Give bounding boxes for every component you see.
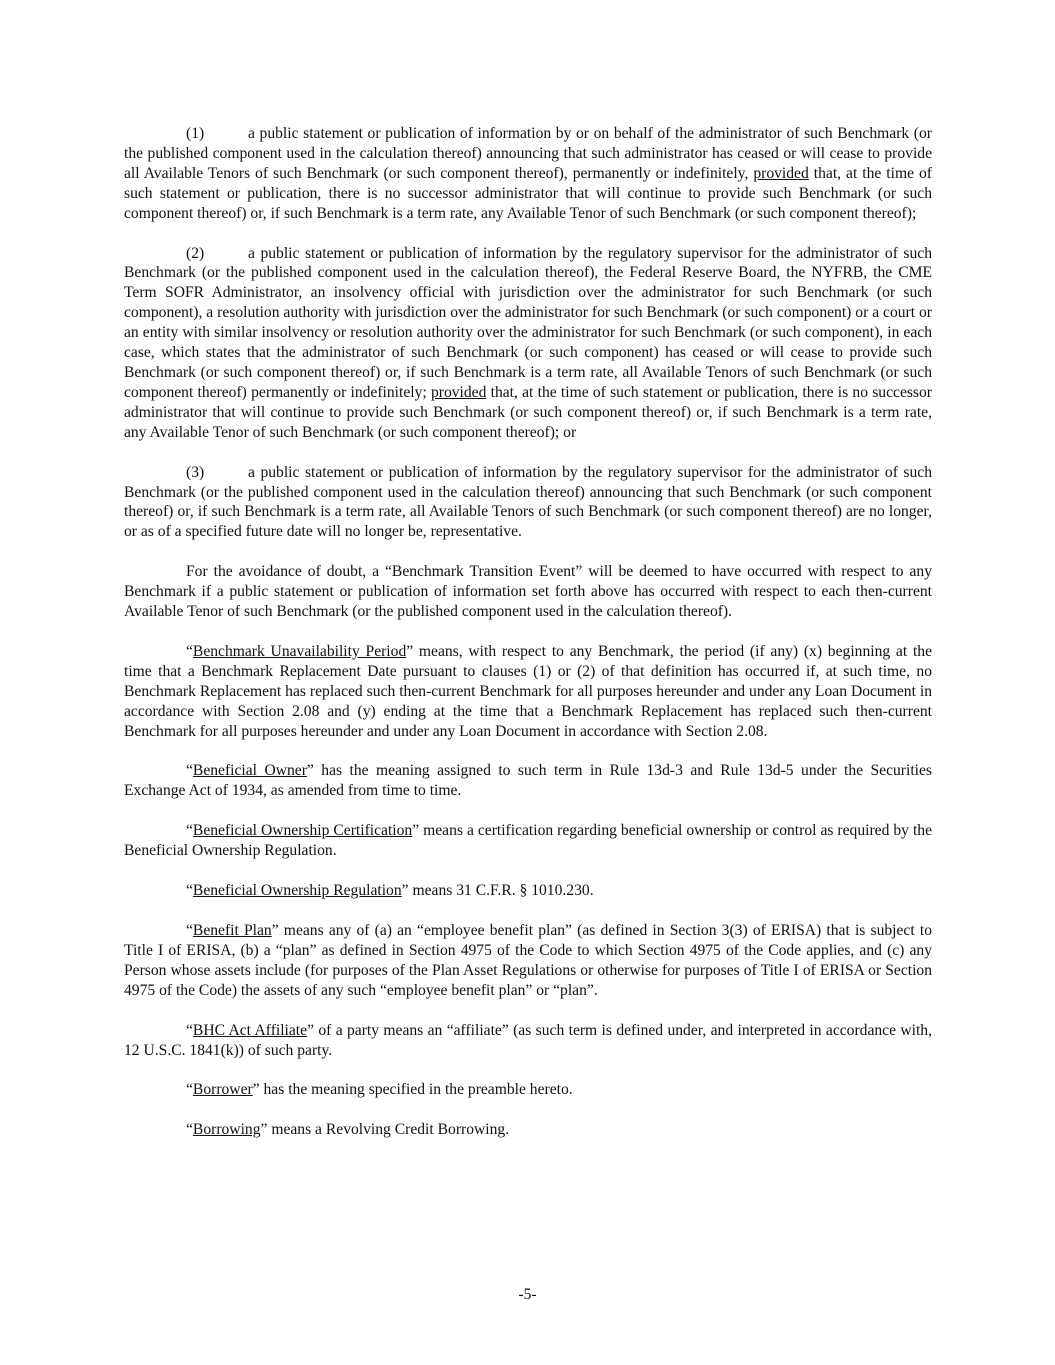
clause-2: [124, 244, 932, 443]
definition-benchmark-unavailability-period: [124, 642, 932, 742]
definition-body: ” means a certification regarding beneficial ownership or control as required by the Beneficial Ownership Regulation.: [124, 822, 933, 860]
definition-benefit-plan: [124, 921, 932, 1001]
defined-term: BHC Act Affiliate: [192, 1021, 308, 1039]
definition-beneficial-ownership-regulation: [124, 881, 932, 901]
clause-3: [124, 463, 932, 543]
proviso-term: provided: [430, 383, 487, 401]
defined-term: Beneficial Owner: [192, 762, 307, 780]
definition-body: ” means a Revolving Credit Borrowing.: [260, 1121, 510, 1139]
clause-number: (1): [186, 125, 205, 142]
clause-text: a public statement or publication of information by or on behalf of the administrator of such Benchmark (or the published component used in the calculation thereof) announcing that such administrator has ceased or will cease to provide all Available Tenors of such Benchmark (or such component thereof), permanently or indefinitely,: [124, 125, 932, 182]
clause-text: that, at the time of such statement or publication, there is no successor administrator that will continue to provide such Benchmark (or such component thereof) or, if such Benchmark is a term rate, any Available Tenor of such Benchmark (or such component thereof);: [124, 164, 932, 222]
clause-text: a public statement or publication of information by the regulatory supervisor for the administrator of such Benchmark (or the published component used in the calculation thereof) announcing that such Benchmark (or such component thereof) or, if such Benchmark is a term rate, all Available Tenors of such Benchmark (or such component thereof) are no longer, or as of a specified future date will no longer be, representative.: [124, 463, 932, 541]
definition-bhc-act-affiliate: [124, 1021, 932, 1061]
page-number: -5-: [518, 1286, 537, 1303]
open-quote: “: [186, 1081, 193, 1099]
defined-term: Benchmark Unavailability Period: [192, 642, 407, 660]
definition-beneficial-owner: [124, 761, 932, 801]
clause-number: (2): [186, 244, 205, 262]
definition-beneficial-ownership-certification: [124, 821, 932, 861]
open-quote: “: [186, 762, 193, 780]
defined-term: Borrower: [192, 1081, 253, 1099]
clause-text: a public statement or publication of information by the regulatory supervisor for the administrator of such Benchmark (or the published component used in the calculation thereof), the Federal Reserve Board, the NYFRB, the CME Term SOFR Administrator, an insolvency official with jurisdiction over the administrator for such Benchmark (or such component), a resolution authority with jurisdiction over the administrator for such Benchmark (or such component) or a court or an entity with similar insolvency or resolution authority over the administrator for such Benchmark (or such component), in each case, which states that the administrator of such Benchmark (or such component) has ceased or will cease to provide such Benchmark (or such component thereof) or, if such Benchmark is a term rate, all Available Tenors of such Benchmark (or such component thereof) permanently or indefinitely;: [124, 244, 932, 401]
open-quote: “: [186, 822, 193, 840]
defined-term: Beneficial Ownership Regulation: [192, 882, 402, 900]
open-quote: “: [186, 882, 193, 900]
avoidance-paragraph: For the avoidance of doubt, a “Benchmark Transition Event” will be deemed to have occurred with respect to any Benchmark if a public statement or publication of information set forth above has occurred with respect to each then-current Available Tenor of such Benchmark (or the published component used in the calculation thereof).: [124, 563, 932, 621]
defined-term: Borrowing: [192, 1121, 261, 1139]
definition-borrowing: [124, 1120, 932, 1140]
proviso-term: provided: [753, 164, 809, 182]
clause-1: [124, 124, 932, 224]
clause-text: that, at the time of such statement or publication, there is no successor administrator that will continue to provide such Benchmark (or such component thereof) or, if such Benchmark is a term rate, any Available Tenor of such Benchmark (or such component thereof); or: [124, 383, 932, 441]
definition-body: ” of a party means an “affiliate” (as such term is defined under, and interpreted in accordance with, 12 U.S.C. 1841(k)) of such party.: [124, 1021, 932, 1059]
defined-term: Benefit Plan: [192, 922, 272, 939]
open-quote: “: [186, 642, 193, 660]
definition-body: ” has the meaning specified in the preamble hereto.: [252, 1081, 573, 1099]
defined-term: Beneficial Ownership Certification: [192, 822, 413, 840]
open-quote: “: [186, 922, 193, 939]
open-quote: “: [186, 1021, 193, 1039]
definition-body: ” means, with respect to any Benchmark, the period (if any) (x) beginning at the time that a Benchmark Replacement Date pursuant to clauses (1) or (2) of that definition has occurred if, at such time, no Benchmark Replacement has replaced such then-current Benchmark for all purposes hereunder and under any Loan Document in accordance with Section 2.08 and (y) ending at the time that a Benchmark Replacement has replaced such then-current Benchmark for all purposes hereunder and under any Loan Document in accordance with Section 2.08.: [124, 642, 932, 740]
definition-body: ” means any of (a) an “employee benefit plan” (as defined in Section 3(3) of ERISA) that is subject to Title I of ERISA, (b) a “plan” as defined in Section 4975 of the Code to which Section 4975 of the Code applies, and (c) any Person whose assets include (for purposes of the Plan Asset Regulations or otherwise for purposes of Title I of ERISA or Section 4975 of the Code) the assets of any such “employee benefit plan” or “plan”.: [124, 922, 932, 999]
definition-body: ” means 31 C.F.R. § 1010.230.: [401, 882, 594, 900]
open-quote: “: [186, 1121, 193, 1139]
clause-number: (3): [186, 463, 205, 481]
definition-body: ” has the meaning assigned to such term in Rule 13d-3 and Rule 13d-5 under the Securities Exchange Act of 1934, as amended from time to time.: [124, 762, 932, 800]
definition-borrower: [124, 1080, 932, 1100]
